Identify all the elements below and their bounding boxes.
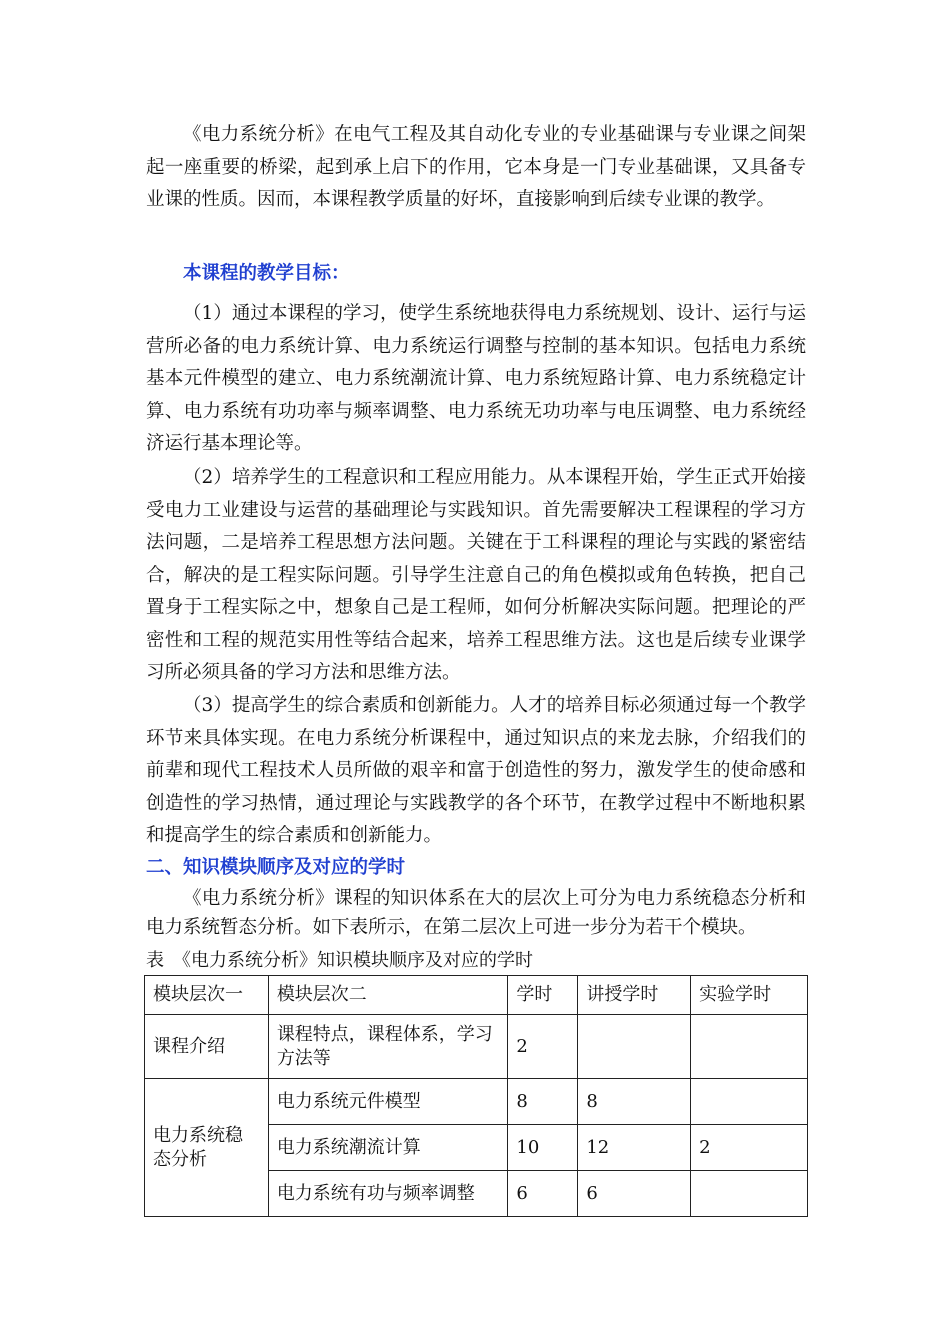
goal-3-paragraph: （3）提高学生的综合素质和创新能力。人才的培养目标必须通过每一个教学环节来具体实现。在电力系统分析课程中，通过知识点的来龙去脉，介绍我们的前辈和现代工程技术人员所做的艰辛和富于创造性的努力，激发学生的使命感和创造性的学习热情，通过理论与实践教学的各个环节，在教学过程中不断地积累和提高学生的综合素质和创新能力。 bbox=[146, 695, 806, 846]
header-cell: 实验学时 bbox=[691, 976, 808, 1015]
header-cell: 模块层次二 bbox=[268, 976, 508, 1015]
section-2-paragraph: 《电力系统分析》课程的知识体系在大的层次上可分为电力系统稳态分析和电力系统暂态分析。如下表所示，在第二层次上可进一步分为若干个模块。 bbox=[146, 888, 806, 938]
goal-1-paragraph: （1）通过本课程的学习，使学生系统地获得电力系统规划、设计、运行与运营所必备的电力系统计算、电力系统运行调整与控制的基本知识。包括电力系统基本元件模型的建立、电力系统潮流计算、电力系统短路计算、电力系统稳定计算、电力系统有功功率与频率调整、电力系统无功功率与电压调整、电力系统经济运行基本理论等。 bbox=[146, 303, 806, 454]
table-cell: 6 bbox=[508, 1171, 578, 1217]
header-cell: 学时 bbox=[508, 976, 578, 1015]
table-cell: 电力系统潮流计算 bbox=[268, 1125, 508, 1171]
goals-heading: 本课程的教学目标： bbox=[183, 263, 350, 284]
table-cell: 电力系统元件模型 bbox=[268, 1079, 508, 1125]
table-row bbox=[145, 1015, 808, 1079]
table-cell: 课程介绍 bbox=[145, 1015, 269, 1079]
table-cell bbox=[691, 1079, 808, 1125]
table-row bbox=[145, 1079, 808, 1125]
table-cell bbox=[691, 1171, 808, 1217]
table-cell bbox=[691, 1015, 808, 1079]
intro-paragraph: 《电力系统分析》在电气工程及其自动化专业的专业基础课与专业课之间架起一座重要的桥梁，起到承上启下的作用，它本身是一门专业基础课，又具备专业课的性质。因而，本课程教学质量的好坏，直接影响到后续专业课的教学。 bbox=[146, 124, 806, 210]
table-caption: 表 《电力系统分析》知识模块顺序及对应的学时 bbox=[146, 950, 533, 971]
table-cell: 电力系统有功与频率调整 bbox=[268, 1171, 508, 1217]
table-cell: 2 bbox=[508, 1015, 578, 1079]
header-cell: 讲授学时 bbox=[578, 976, 691, 1015]
header-cell: 模块层次一 bbox=[145, 976, 269, 1015]
section-2-heading: 二、知识模块顺序及对应的学时 bbox=[146, 857, 406, 878]
table-cell: 8 bbox=[508, 1079, 578, 1125]
goal-2-paragraph: （2）培养学生的工程意识和工程应用能力。从本课程开始，学生正式开始接受电力工业建设与运营的基础理论与实践知识。首先需要解决工程课程的学习方法问题，二是培养工程思想方法问题。关键在于工科课程的理论与实践的紧密结合，解决的是工程实际问题。引导学生注意自己的角色模拟或角色转换，把自己置身于工程实际之中，想象自己是工程师，如何分析解决实际问题。把理论的严密性和工程的规范实用性等结合起来，培养工程思维方法。这也是后续专业课学习所必须具备的学习方法和思维方法。 bbox=[146, 467, 806, 683]
table-cell: 电力系统稳态分析 bbox=[145, 1079, 269, 1217]
table-cell: 10 bbox=[508, 1125, 578, 1171]
table-header-row bbox=[145, 976, 808, 1015]
table-cell: 2 bbox=[691, 1125, 808, 1171]
table-cell: 6 bbox=[578, 1171, 691, 1217]
module-hours-table bbox=[144, 975, 808, 1217]
table-cell bbox=[578, 1015, 691, 1079]
table-cell: 课程特点，课程体系，学习方法等 bbox=[268, 1015, 508, 1079]
table-cell: 8 bbox=[578, 1079, 691, 1125]
table-cell: 12 bbox=[578, 1125, 691, 1171]
